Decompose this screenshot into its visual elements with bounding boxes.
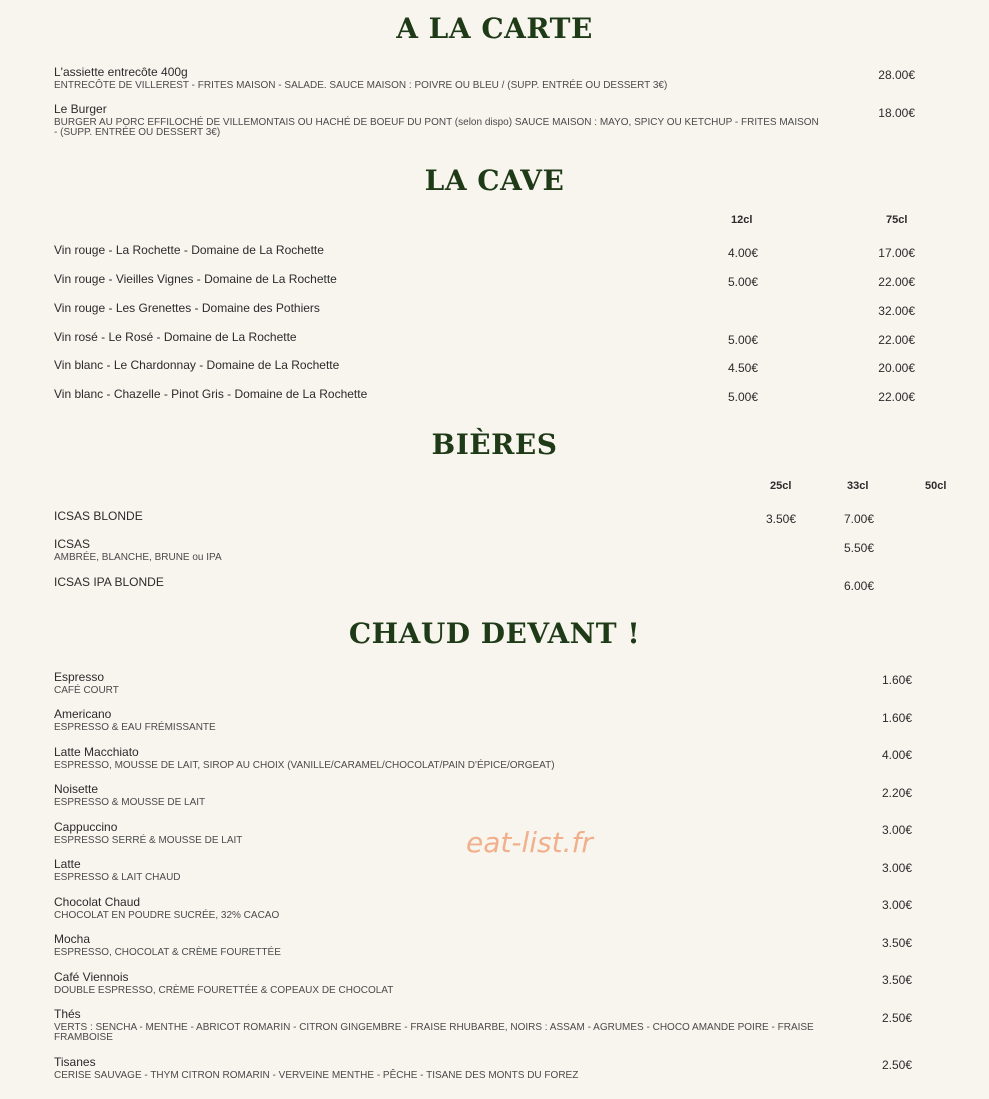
wine-price-75cl: 22.00€ xyxy=(878,275,915,289)
section-title-bieres: BIÈRES xyxy=(431,428,558,461)
wine-name: Vin rouge - Vieilles Vignes - Domaine de La Rochette xyxy=(54,272,337,286)
column-header-25cl: 25cl xyxy=(770,480,792,492)
drink-name: Cappuccino xyxy=(54,820,118,834)
beer-price-33cl: 7.00€ xyxy=(843,512,874,526)
drink-description: CAFÉ COURT xyxy=(54,685,119,696)
wine-name: Vin blanc - Chazelle - Pinot Gris - Domaine de La Rochette xyxy=(54,387,368,401)
wine-name: Vin rouge - La Rochette - Domaine de La Rochette xyxy=(54,243,324,257)
drink-description: CERISE SAUVAGE - THYM CITRON ROMARIN - VERVEINE MENTHE - PÊCHE - TISANE DES MONTS DU FOREZ xyxy=(54,1070,579,1081)
column-header-75cl: 75cl xyxy=(886,214,908,226)
wine-price-12cl: 4.00€ xyxy=(727,246,758,260)
drink-name: Latte xyxy=(54,857,81,871)
drink-name: Mocha xyxy=(54,932,91,946)
column-header-33cl: 33cl xyxy=(847,480,869,492)
item-description: BURGER AU PORC EFFILOCHÉ DE VILLEMONTAIS OU HACHÉ DE BOEUF DU PONT (selon dispo) SAUCE MAISON : MAYO, SPICY OU KETCHUP - FRITES MAISON - (SUPP. ENTRÉE OU DESSERT 3€) xyxy=(54,117,819,138)
drink-price: 2.50€ xyxy=(881,1058,912,1072)
drink-description: ESPRESSO, CHOCOLAT & CRÈME FOURETTÉE xyxy=(54,947,281,958)
drink-price: 3.00€ xyxy=(881,898,912,912)
wine-price-12cl: 5.00€ xyxy=(727,333,758,347)
drink-name: Espresso xyxy=(54,670,105,684)
drink-description: ESPRESSO & EAU FRÉMISSANTE xyxy=(54,722,216,733)
drink-description: ESPRESSO & LAIT CHAUD xyxy=(54,872,181,883)
beer-name: ICSAS xyxy=(54,537,91,551)
beer-name: ICSAS IPA BLONDE xyxy=(54,575,164,589)
drink-price: 3.50€ xyxy=(881,973,912,987)
drink-price: 3.50€ xyxy=(881,936,912,950)
drink-name: Chocolat Chaud xyxy=(54,895,141,909)
drink-name: Americano xyxy=(54,707,112,721)
item-description: ENTRECÔTE DE VILLEREST - FRITES MAISON - SALADE. SAUCE MAISON : POIVRE OU BLEU / (SUPP. ENTRÉE OU DESSERT 3€) xyxy=(54,80,668,91)
drink-description: DOUBLE ESPRESSO, CRÈME FOURETTÉE & COPEAUX DE CHOCOLAT xyxy=(54,985,394,996)
beer-name: ICSAS BLONDE xyxy=(54,509,143,523)
wine-name: Vin rouge - Les Grenettes - Domaine des Pothiers xyxy=(54,301,320,315)
drink-price: 3.00€ xyxy=(881,823,912,837)
drink-price: 3.00€ xyxy=(881,861,912,875)
drink-price: 1.60€ xyxy=(881,673,912,687)
beer-price-33cl: 5.50€ xyxy=(843,541,874,555)
wine-name: Vin blanc - Le Chardonnay - Domaine de La Rochette xyxy=(54,358,340,372)
drink-price: 1.60€ xyxy=(881,711,912,725)
drink-price: 4.00€ xyxy=(881,748,912,762)
item-name: L'assiette entrecôte 400g xyxy=(54,65,188,79)
column-header-12cl: 12cl xyxy=(731,214,753,226)
wine-price-75cl: 20.00€ xyxy=(878,361,915,375)
drink-price: 2.50€ xyxy=(881,1011,912,1025)
wine-price-75cl: 32.00€ xyxy=(878,304,915,318)
wine-price-12cl: 4.50€ xyxy=(727,361,758,375)
wine-price-12cl: 5.00€ xyxy=(727,275,758,289)
drink-description: ESPRESSO, MOUSSE DE LAIT, SIROP AU CHOIX (VANILLE/CARAMEL/CHOCOLAT/PAIN D'ÉPICE/ORGEAT) xyxy=(54,760,555,771)
drink-name: Latte Macchiato xyxy=(54,745,139,759)
wine-price-12cl: 5.00€ xyxy=(727,390,758,404)
section-title-la-cave: LA CAVE xyxy=(424,164,565,197)
drink-price: 2.20€ xyxy=(881,786,912,800)
item-price: 28.00€ xyxy=(878,68,915,82)
drink-description: CHOCOLAT EN POUDRE SUCRÉE, 32% CACAO xyxy=(54,910,280,921)
column-header-50cl: 50cl xyxy=(925,480,947,492)
drink-description: ESPRESSO SERRÉ & MOUSSE DE LAIT xyxy=(54,835,243,846)
wine-name: Vin rosé - Le Rosé - Domaine de La Rochette xyxy=(54,330,297,344)
drink-name: Noisette xyxy=(54,782,99,796)
drink-description: ESPRESSO & MOUSSE DE LAIT xyxy=(54,797,206,808)
wine-price-75cl: 17.00€ xyxy=(878,246,915,260)
section-title-chaud-devant: CHAUD DEVANT ! xyxy=(348,617,641,650)
beer-price-33cl: 6.00€ xyxy=(843,579,874,593)
drink-description: VERTS : SENCHA - MENTHE - ABRICOT ROMARIN - CITRON GINGEMBRE - FRAISE RHUBARBE, NOIRS : ASSAM - AGRUMES - CHOCO AMANDE POIRE - FRAISE FRAMBOISE xyxy=(54,1022,814,1043)
section-title-a-la-carte: A LA CARTE xyxy=(396,12,593,45)
item-name: Le Burger xyxy=(54,102,107,116)
wine-price-75cl: 22.00€ xyxy=(878,333,915,347)
watermark: eat-list.fr xyxy=(466,826,593,859)
drink-name: Café Viennois xyxy=(54,970,129,984)
item-price: 18.00€ xyxy=(878,106,915,120)
drink-name: Tisanes xyxy=(54,1055,96,1069)
beer-description: AMBRÉE, BLANCHE, BRUNE ou IPA xyxy=(54,552,222,563)
wine-price-75cl: 22.00€ xyxy=(878,390,915,404)
drink-name: Thés xyxy=(54,1007,81,1021)
beer-price-25cl: 3.50€ xyxy=(765,512,796,526)
